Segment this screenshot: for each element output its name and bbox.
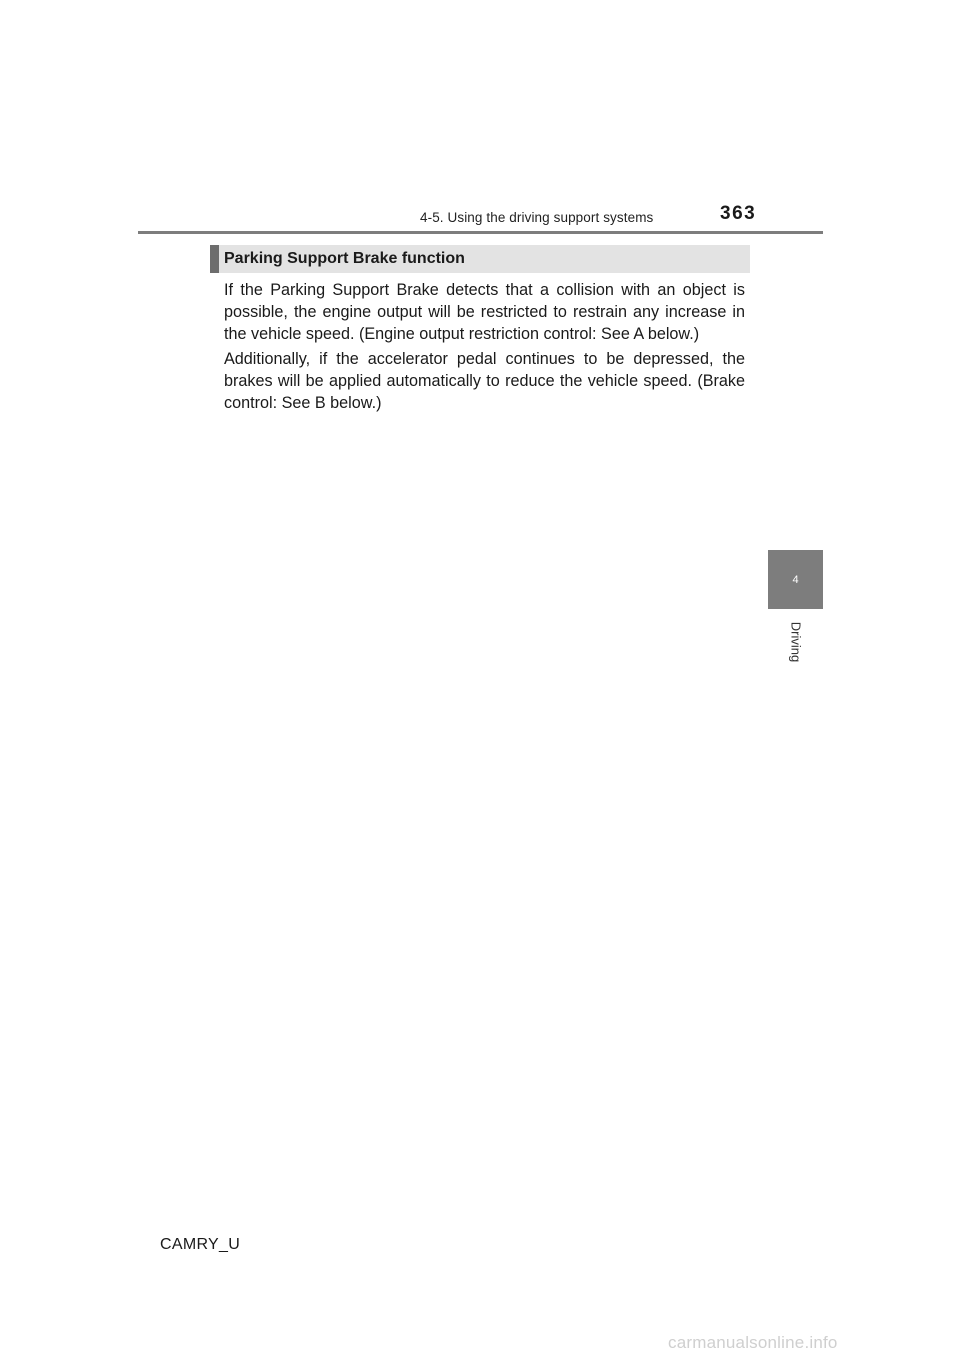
body-paragraph-2: Additionally, if the accelerator pedal continues to be depressed, the brakes will be applied automatically to reduce the vehicle speed. (Brake control: See B below.) — [224, 350, 745, 412]
section-title: 4-5. Using the driving support systems — [420, 210, 654, 225]
page-number: 363 — [720, 203, 757, 224]
watermark: carmanualsonline.info — [668, 1333, 838, 1352]
chapter-number: 4 — [792, 573, 799, 586]
subheading-box — [210, 245, 750, 273]
body-paragraph-1: If the Parking Support Brake detects that a collision with an object is possible, the engine output will be restricted to restrain any increase in the vehicle speed. (Engine output restriction control: See A below.) — [224, 281, 745, 343]
chapter-tab — [768, 550, 823, 609]
subheading-accent-bar — [210, 245, 219, 273]
subheading-title: Parking Support Brake function — [224, 250, 465, 267]
chapter-label: Driving — [788, 621, 804, 663]
header-rule — [138, 231, 823, 234]
model-code: CAMRY_U — [160, 1236, 241, 1253]
